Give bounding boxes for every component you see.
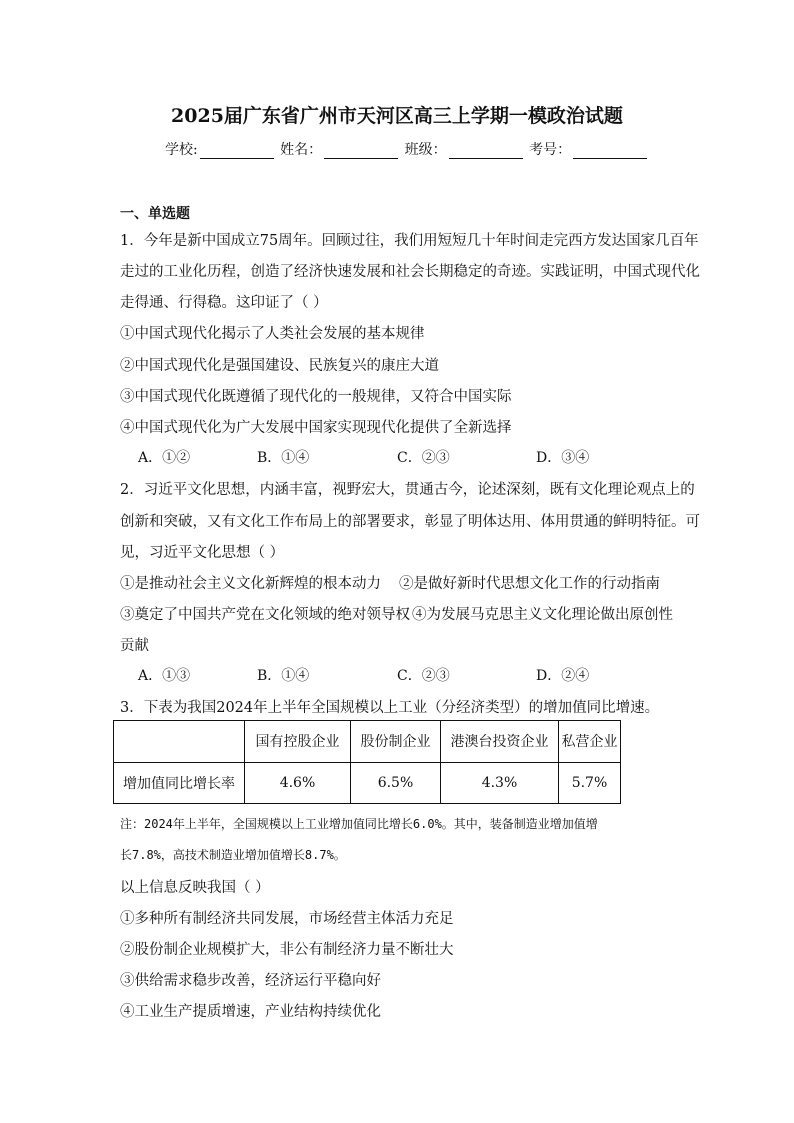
q2-stem-line: 创新和突破，又有文化工作布局上的部署要求，彰显了明体达用、体用贯通的鲜明特征。可 xyxy=(120,514,700,530)
school-blank xyxy=(200,145,274,159)
q1-stem-line: 1．今年是新中国成立75周年。回顾过往，我们用短短几十年时间走完西方发达国家几百年 xyxy=(120,233,699,249)
q2-statement-continuation: 贡献 xyxy=(120,638,149,654)
q3-note-line: 长7.8%，高技术制造业增加值增长8.7%。 xyxy=(120,848,346,862)
q1-statement: ②中国式现代化是强国建设、民族复兴的康庄大道 xyxy=(120,358,439,374)
table-header-cell: 私营企业 xyxy=(559,721,621,763)
name-blank xyxy=(324,145,398,159)
exam-number-label: 考号： xyxy=(529,142,572,158)
q2-option-b[interactable]: B．①④ xyxy=(257,668,310,684)
q3-statement: ②股份制企业规模扩大，非公有制经济力量不断壮大 xyxy=(120,942,454,958)
table-cell: 6.5% xyxy=(351,762,441,804)
table-row xyxy=(114,762,621,804)
table-header-row xyxy=(114,721,621,763)
table-row-label: 增加值同比增长率 xyxy=(114,762,245,804)
q2-stem-line: 见，习近平文化思想（ ） xyxy=(120,545,285,561)
q2-option-d[interactable]: D．②④ xyxy=(536,668,590,684)
q2-option-a[interactable]: A．①③ xyxy=(138,668,191,684)
q1-stem-line: 走过的工业化历程，创造了经济快速发展和社会长期稳定的奇迹。实践证明，中国式现代化 xyxy=(120,264,700,280)
q3-statement: ①多种所有制经济共同发展，市场经营主体活力充足 xyxy=(120,911,454,927)
class-label: 班级： xyxy=(404,142,447,158)
q1-option-b[interactable]: B．①④ xyxy=(257,450,310,466)
q2-statement: ④为发展马克思主义文化理论做出原创性 xyxy=(412,607,673,623)
q1-statement: ④中国式现代化为广大发展中国家实现现代化提供了全新选择 xyxy=(120,420,512,436)
q1-option-a[interactable]: A．①② xyxy=(138,450,191,466)
table-header-cell: 港澳台投资企业 xyxy=(441,721,559,763)
class-blank xyxy=(449,145,523,159)
table-cell: 5.7% xyxy=(559,762,621,804)
q3-note-line: 注：2024年上半年，全国规模以上工业增加值同比增长6.0%。其中，装备制造业增加值增 xyxy=(120,817,598,831)
q3-data-table xyxy=(113,720,621,804)
section-heading: 一、单选题 xyxy=(120,206,190,222)
table-cell: 4.3% xyxy=(441,762,559,804)
q2-stem-line: 2．习近平文化思想，内涵丰富，视野宏大，贯通古今，论述深刻，既有文化理论观点上的 xyxy=(120,482,695,498)
q3-statement: ④工业生产提质增速，产业结构持续优化 xyxy=(120,1004,381,1020)
table-header-cell: 国有控股企业 xyxy=(245,721,351,763)
q1-statement: ①中国式现代化揭示了人类社会发展的基本规律 xyxy=(120,326,425,342)
q2-option-c[interactable]: C．②③ xyxy=(397,668,450,684)
table-header-cell xyxy=(114,721,245,763)
exam-number-blank xyxy=(573,145,647,159)
table-header-cell: 股份制企业 xyxy=(351,721,441,763)
q2-statement: ③奠定了中国共产党在文化领域的绝对领导权 xyxy=(120,607,410,623)
student-info-line xyxy=(165,139,649,159)
school-label: 学校: xyxy=(165,142,198,158)
q1-option-d[interactable]: D．③④ xyxy=(536,450,590,466)
q3-stem-line: 3．下表为我国2024年上半年全国规模以上工业（分经济类型）的增加值同比增速。 xyxy=(120,700,660,716)
name-label: 姓名： xyxy=(280,142,323,158)
q1-option-c[interactable]: C．②③ xyxy=(397,450,450,466)
table-cell: 4.6% xyxy=(245,762,351,804)
q2-statement: ②是做好新时代思想文化工作的行动指南 xyxy=(399,576,660,592)
q1-stem-line: 走得通、行得稳。这印证了（ ） xyxy=(120,295,328,311)
page-title: 2025届广东省广州市天河区高三上学期一模政治试题 xyxy=(171,105,623,127)
q2-statement: ①是推动社会主义文化新辉煌的根本动力 xyxy=(120,576,381,592)
q1-statement: ③中国式现代化既遵循了现代化的一般规律，又符合中国实际 xyxy=(120,389,512,405)
q3-statement: ③供给需求稳步改善，经济运行平稳向好 xyxy=(120,973,381,989)
q3-question-stem: 以上信息反映我国（ ） xyxy=(120,880,270,896)
